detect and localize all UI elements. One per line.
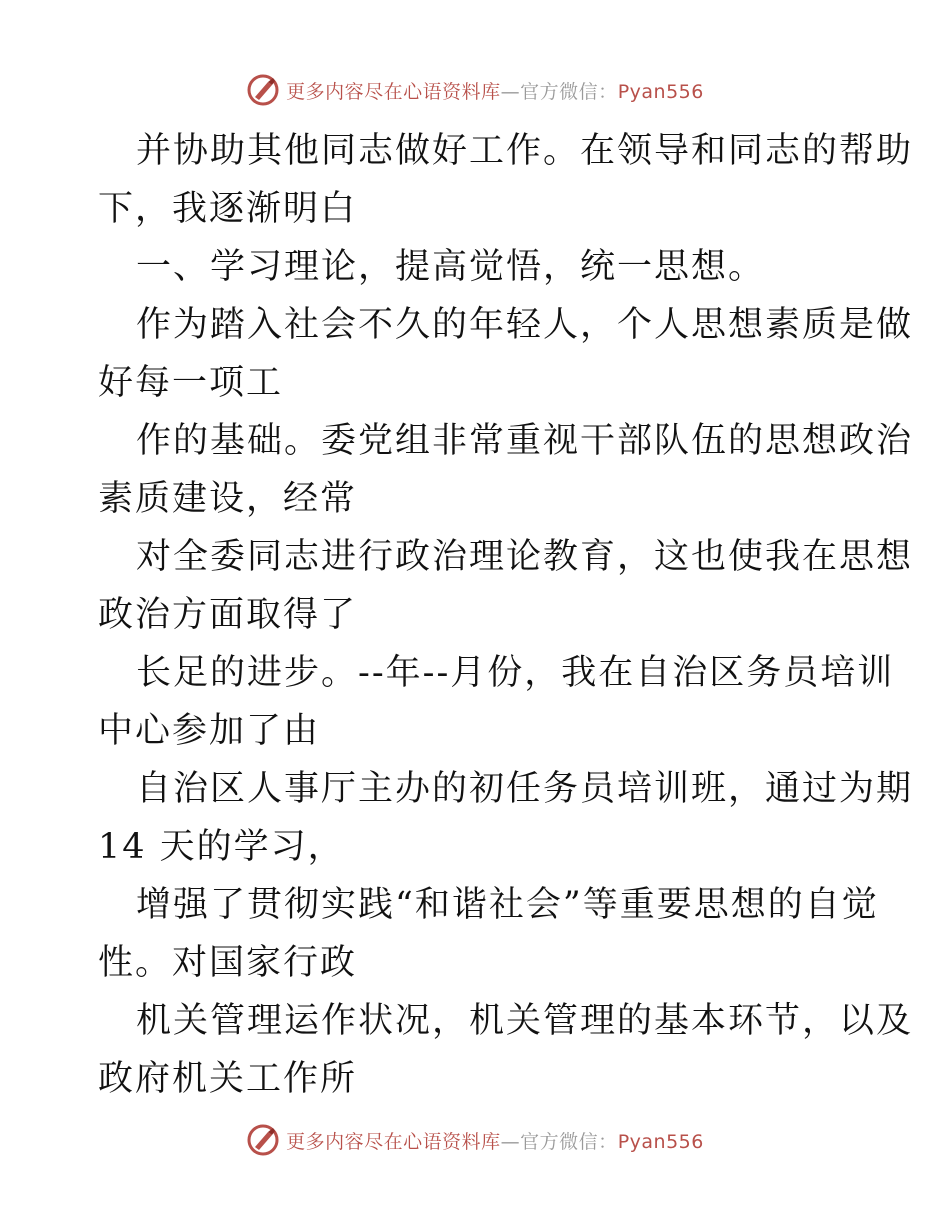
watermark-dash: — bbox=[500, 80, 521, 103]
text-line: 自治区人事厅主办的初任务员培训班，通过为期 bbox=[136, 769, 914, 809]
text-line: 作为踏入社会不久的年轻人，个人思想素质是做 bbox=[136, 305, 914, 345]
header-watermark bbox=[0, 70, 950, 110]
text-line: 性。对国家行政 bbox=[98, 943, 358, 983]
document-body bbox=[98, 122, 914, 1108]
text-line: 下，我逐渐明白 bbox=[98, 189, 358, 229]
watermark-dash: — bbox=[500, 1130, 521, 1153]
watermark-label: 官方微信： bbox=[520, 1130, 618, 1153]
text-line: 对全委同志进行政治理论教育，这也使我在思想 bbox=[136, 537, 914, 577]
watermark-label: 官方微信： bbox=[520, 80, 618, 103]
watermark-text bbox=[286, 77, 704, 104]
text-line: 政治方面取得了 bbox=[98, 595, 358, 635]
text-line: 中心参加了由 bbox=[98, 711, 321, 751]
watermark-site: 更多内容尽在心语资料库 bbox=[286, 1130, 501, 1153]
text-line: 增强了贯彻实践“和谐社会”等重要思想的自觉 bbox=[136, 885, 879, 925]
watermark-wechat-id: Pyan556 bbox=[617, 80, 704, 103]
text-line: 一、学习理论，提高觉悟，统一思想。 bbox=[136, 247, 766, 287]
watermark-site: 更多内容尽在心语资料库 bbox=[286, 80, 501, 103]
text-line: 14 天的学习， bbox=[98, 827, 345, 867]
text-line: 并协助其他同志做好工作。在领导和同志的帮助 bbox=[136, 131, 914, 171]
logo-icon bbox=[246, 73, 280, 107]
footer-watermark bbox=[0, 1120, 950, 1160]
watermark-text bbox=[286, 1127, 704, 1154]
text-line: 好每一项工 bbox=[98, 363, 284, 403]
text-line: 长足的进步。--年--月份，我在自治区务员培训 bbox=[136, 653, 895, 693]
text-line: 机关管理运作状况，机关管理的基本环节，以及 bbox=[136, 1001, 914, 1041]
text-line: 素质建设，经常 bbox=[98, 479, 358, 519]
text-line: 作的基础。委党组非常重视干部队伍的思想政治 bbox=[136, 421, 914, 461]
logo-icon bbox=[246, 1123, 280, 1157]
text-line: 政府机关工作所 bbox=[98, 1059, 358, 1099]
watermark-wechat-id: Pyan556 bbox=[617, 1130, 704, 1153]
